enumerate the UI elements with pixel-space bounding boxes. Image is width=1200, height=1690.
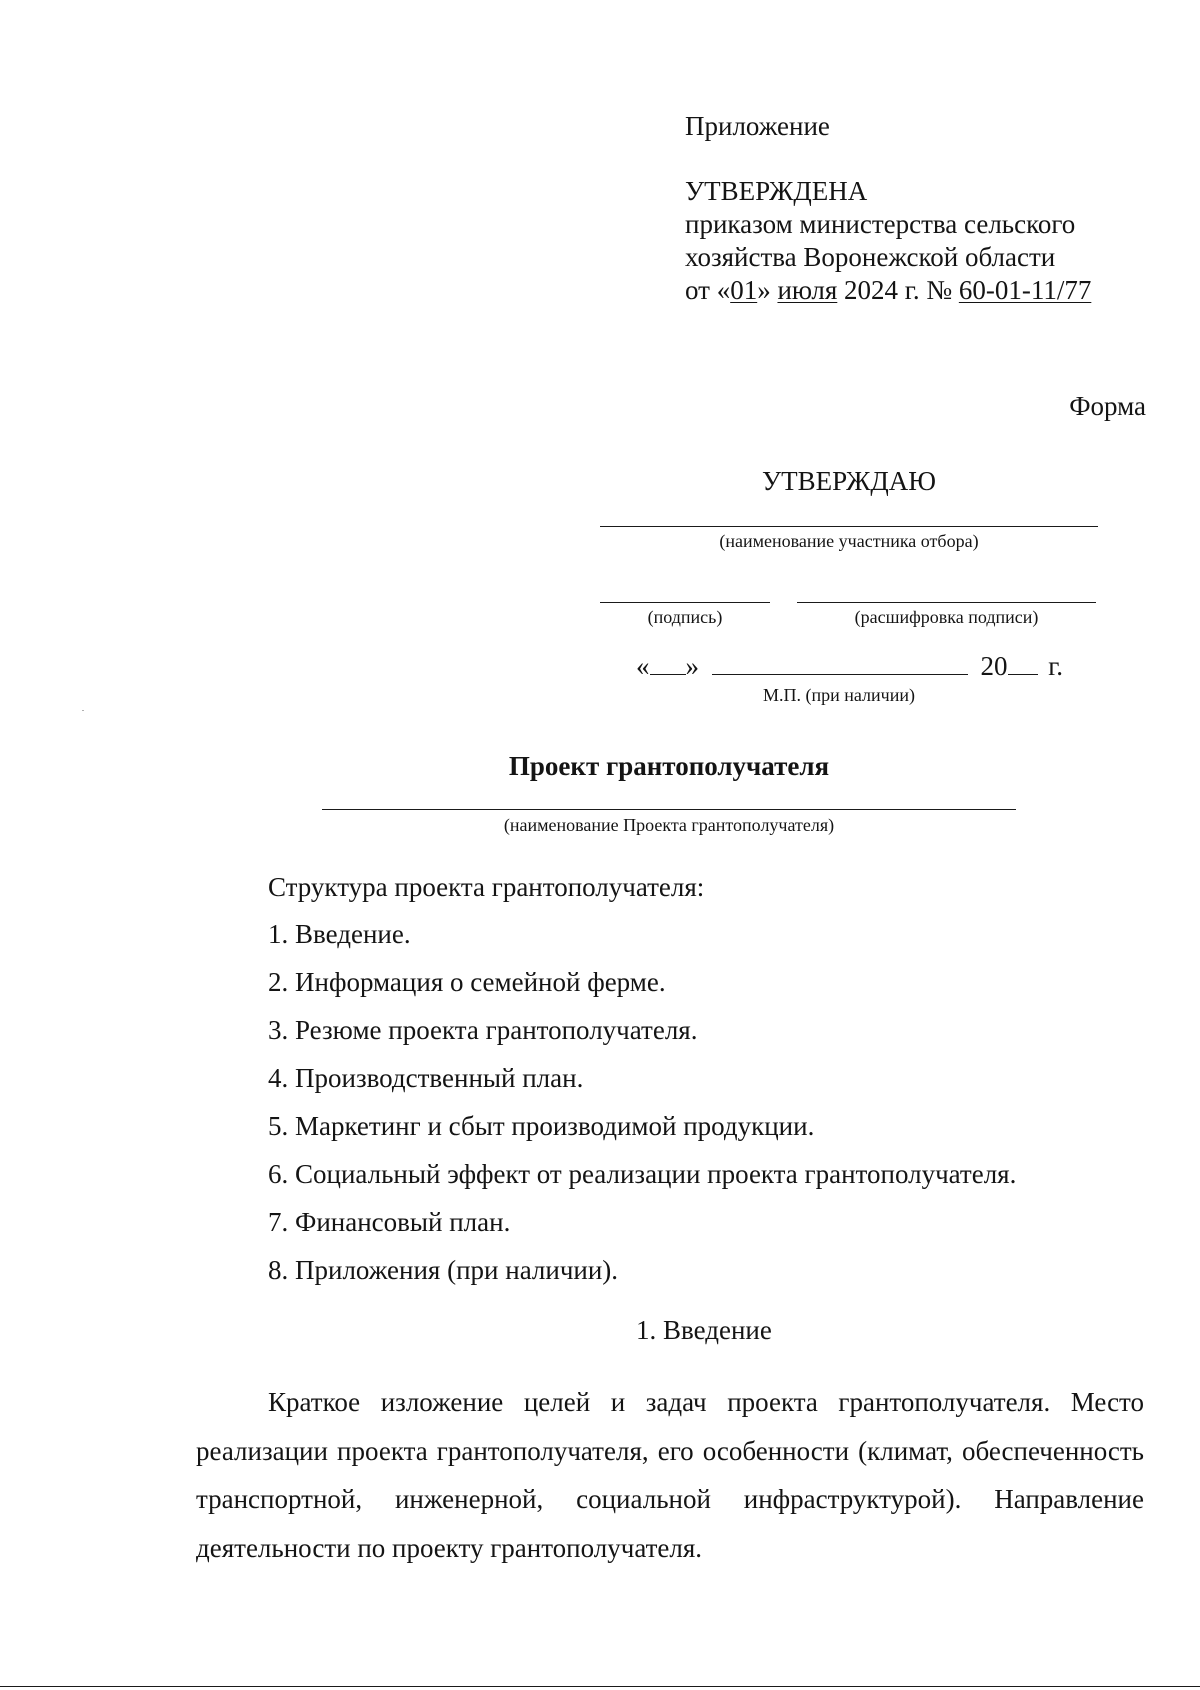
- page-bottom-rule: [0, 1686, 1200, 1687]
- date-month: июля: [777, 275, 838, 305]
- structure-heading: Структура проекта грантополучателя:: [268, 872, 705, 902]
- project-name-caption: (наименование Проекта грантополучателя): [503, 815, 835, 835]
- list-item: 5. Маркетинг и сбыт производимой продукции.: [268, 1111, 815, 1141]
- signature-line: [600, 602, 770, 603]
- approve-date-line: [636, 650, 1063, 682]
- year-suffix: г.: [1048, 651, 1064, 681]
- introduction-paragraph: Краткое изложение целей и задач проекта грантополучателя. Место реализации проекта грантополучателя, его особенности (климат, обеспеченность транспортной, инженерной, социальной инфраструктурой). Направление деятельности по проекту грантополучателя.: [196, 1387, 1144, 1563]
- project-name-line: [322, 809, 1016, 810]
- date-open-quote: «: [636, 651, 650, 681]
- list-item: 7. Финансовый план.: [268, 1207, 511, 1237]
- approved-label: УТВЕРЖДЕНА: [685, 176, 868, 206]
- date-year: 2024 г. №: [837, 275, 959, 305]
- date-prefix: от «: [685, 275, 731, 305]
- seal-caption: М.П. (при наличии): [763, 685, 915, 705]
- appendix-label: Приложение: [685, 111, 830, 141]
- approval-line-1: приказом министерства сельского: [685, 209, 1076, 239]
- list-item: 2. Информация о семейной ферме.: [268, 967, 666, 997]
- scan-speck: [82, 710, 84, 711]
- date-close-quote: »: [685, 651, 699, 681]
- year-blank: [1008, 674, 1038, 675]
- list-item: 6. Социальный эффект от реализации проекта грантополучателя.: [268, 1159, 1017, 1189]
- project-title: Проект грантополучателя: [508, 751, 830, 781]
- list-item: 8. Приложения (при наличии).: [268, 1255, 619, 1285]
- signature-caption: (подпись): [647, 607, 723, 627]
- date-mid: »: [757, 275, 778, 305]
- day-blank: [650, 674, 686, 675]
- list-item: 4. Производственный план.: [268, 1063, 584, 1093]
- year-prefix: 20: [980, 651, 1008, 681]
- signature-decoding-caption: (расшифровка подписи): [854, 607, 1039, 627]
- list-item: 1. Введение.: [268, 919, 411, 949]
- month-blank: [712, 674, 968, 675]
- form-label: Форма: [1069, 391, 1146, 421]
- approve-title: УТВЕРЖДАЮ: [761, 466, 937, 496]
- introduction-heading: 1. Введение: [636, 1315, 772, 1345]
- approval-line-2: хозяйства Воронежской области: [685, 242, 1056, 272]
- approval-date-line: [685, 274, 1091, 306]
- participant-caption: (наименование участника отбора): [719, 531, 979, 551]
- participant-name-line: [600, 526, 1098, 527]
- order-number: 60-01-11/77: [958, 275, 1092, 305]
- list-item: 3. Резюме проекта грантополучателя.: [268, 1015, 698, 1045]
- date-day: 01: [730, 275, 758, 305]
- signature-decoding-line: [797, 602, 1096, 603]
